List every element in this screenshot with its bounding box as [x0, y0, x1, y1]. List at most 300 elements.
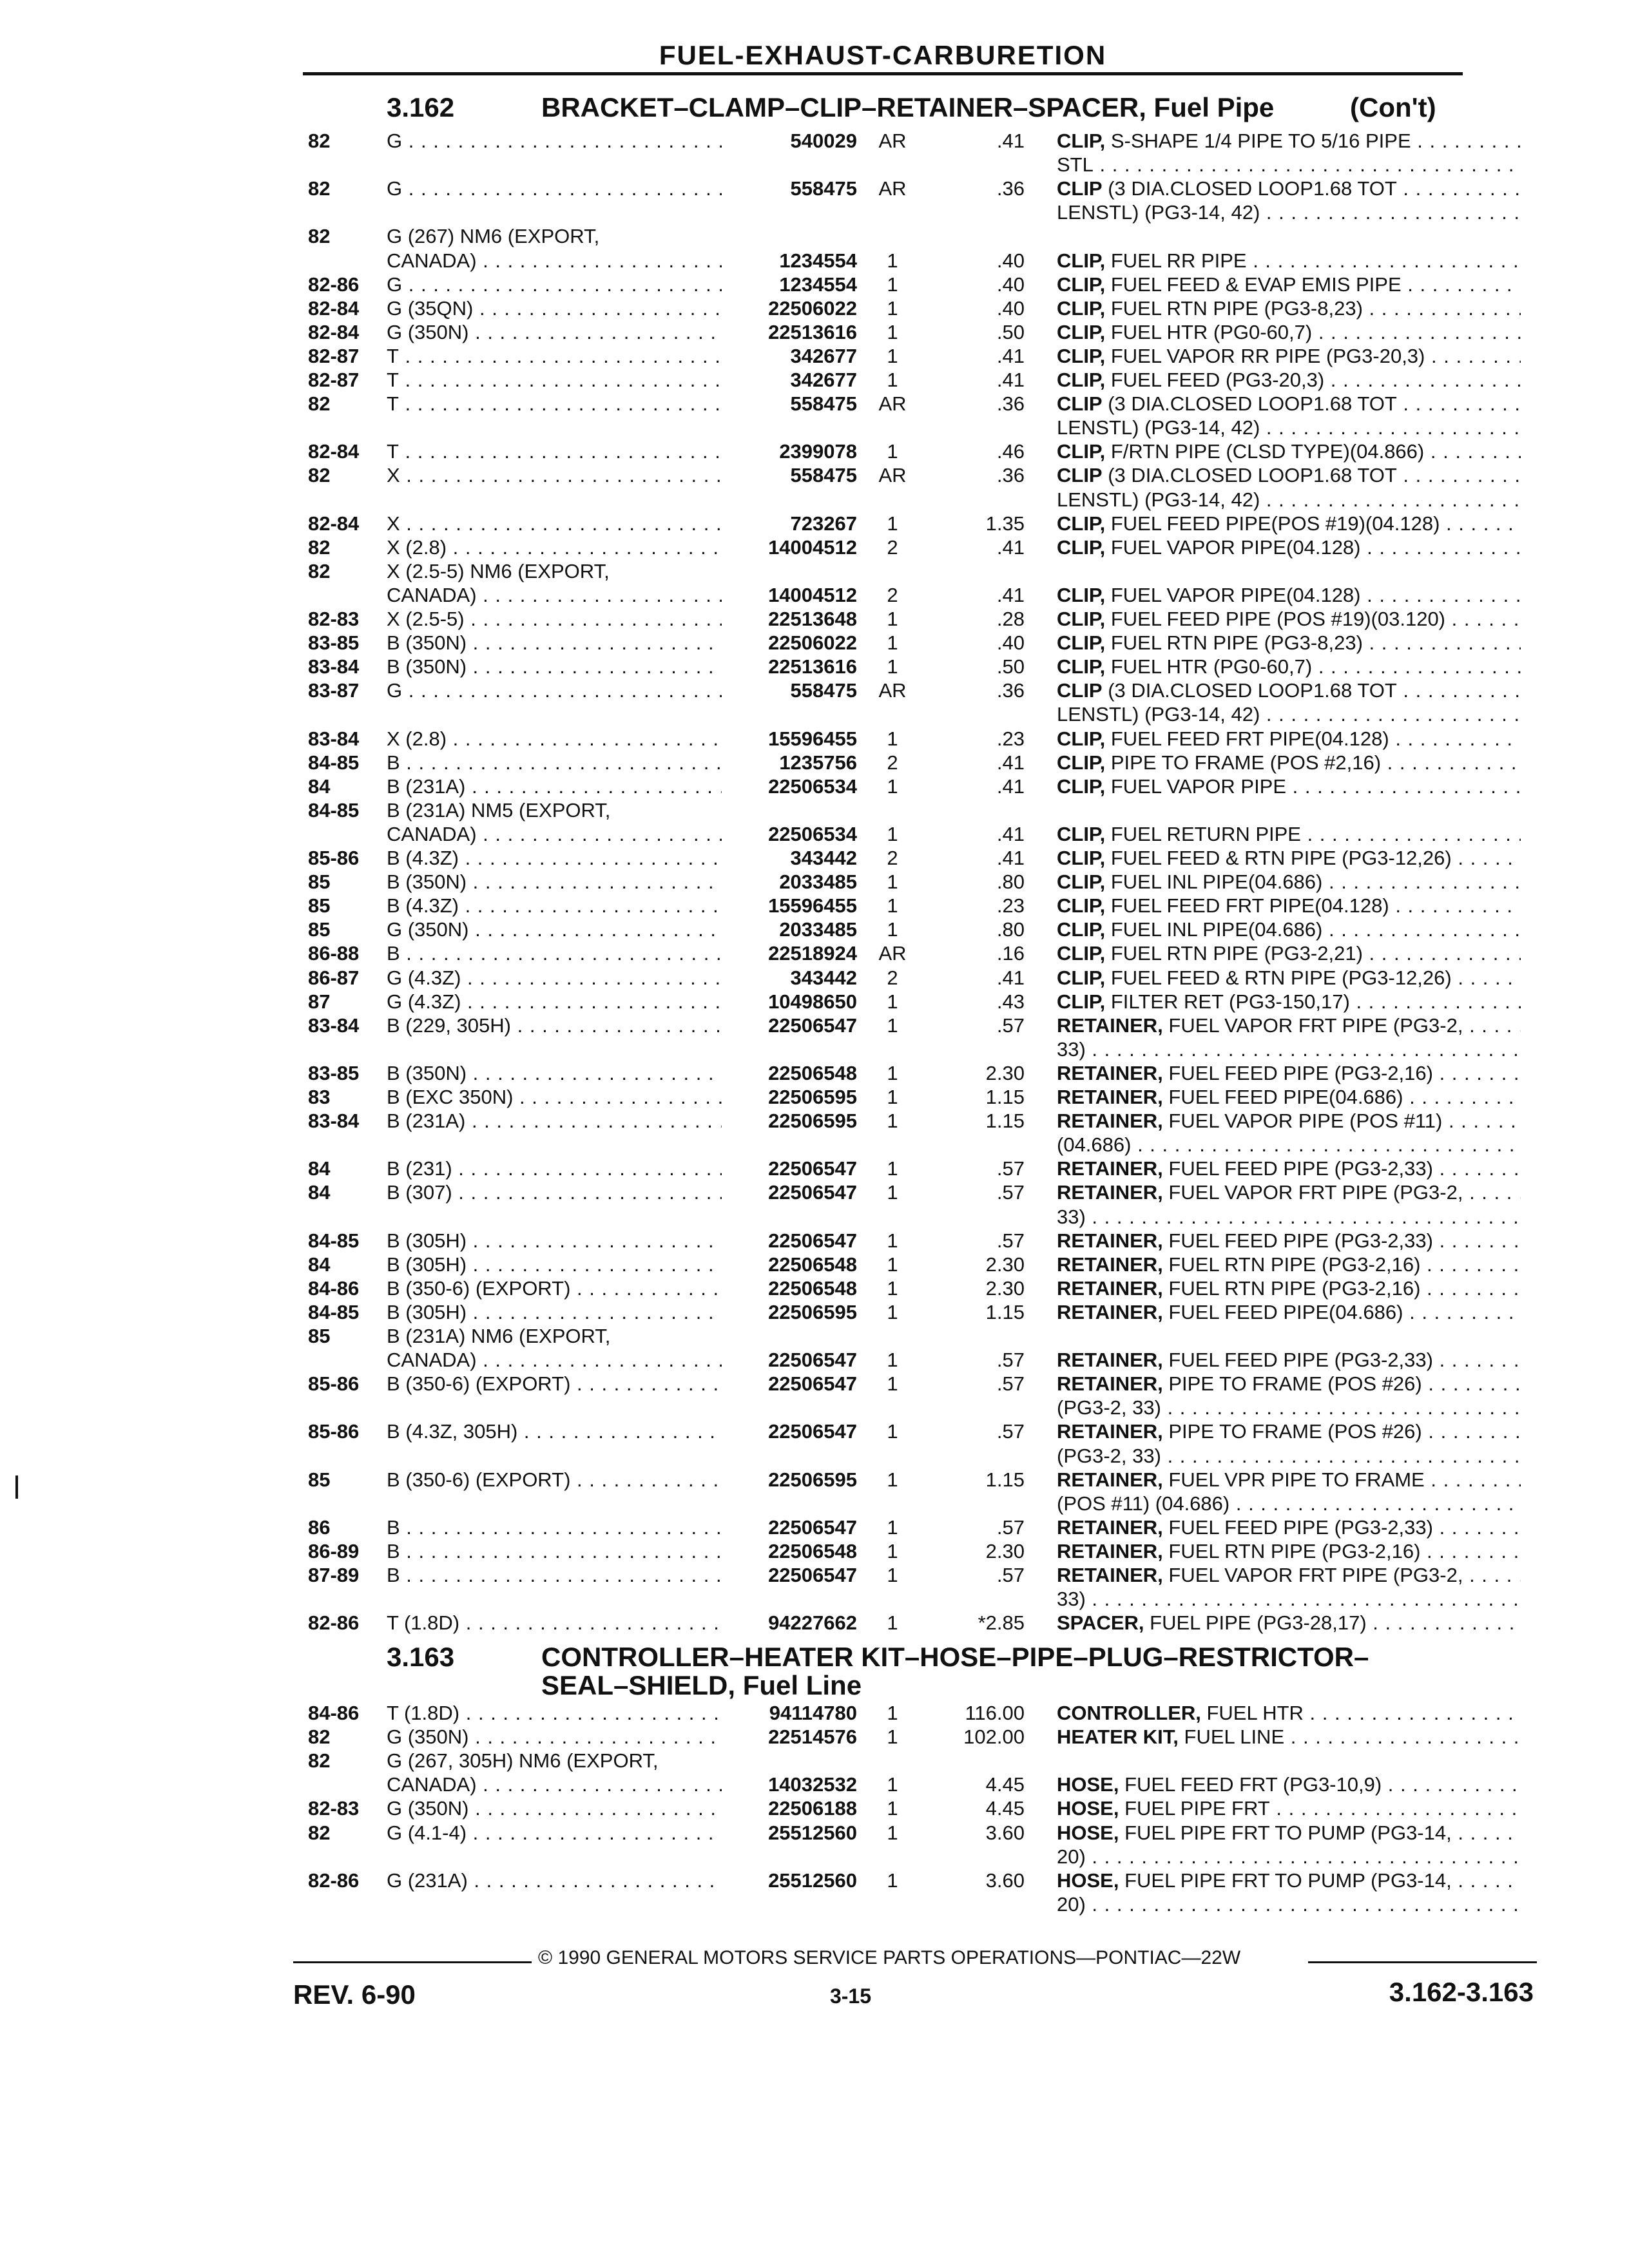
part-name: CLIP, [1057, 249, 1106, 272]
part-detail: PIPE TO FRAME (POS #26) [1162, 1420, 1422, 1443]
part-description [1057, 200, 1521, 225]
model-year: 85-86 [308, 1420, 360, 1443]
footer-revision: REV. 6-90 [293, 1979, 416, 2010]
part-detail: (POS #11) (04.686) [1057, 1492, 1230, 1515]
price: 1.35 [985, 512, 1025, 535]
part-number: 22506534 [768, 822, 857, 845]
table-row [0, 1276, 1629, 1301]
part-description [1057, 1014, 1521, 1038]
part-name: RETAINER, [1057, 1061, 1163, 1084]
part-detail: FUEL FEED PIPE(04.686) [1162, 1086, 1403, 1108]
model-description: X . . . [387, 463, 722, 488]
price: .80 [996, 918, 1025, 941]
table-row [0, 1845, 1629, 1869]
quantity: AR [878, 679, 907, 702]
table-row [0, 1014, 1629, 1038]
quantity: AR [878, 177, 907, 200]
price: .50 [996, 655, 1025, 678]
table-row [0, 249, 1629, 273]
part-detail: FUEL FEED PIPE (PG3-2,33) [1162, 1515, 1433, 1539]
part-name: CLIP, [1057, 918, 1106, 941]
quantity: 2 [887, 847, 898, 869]
part-detail: FUEL VAPOR PIPE (POS #11) [1162, 1110, 1443, 1133]
part-description [1057, 1276, 1521, 1301]
table-row [0, 153, 1629, 177]
quantity: 1 [887, 1420, 898, 1443]
part-detail: FUEL RTN PIPE (PG3-8,23) [1105, 631, 1363, 655]
part-description [1057, 1419, 1521, 1444]
part-detail: (3 DIA.CLOSED LOOP1.68 TOT [1102, 464, 1397, 487]
price: .57 [996, 1564, 1025, 1586]
quantity: 1 [887, 727, 898, 750]
model-year: 82 [308, 225, 331, 248]
model-description: B (350N) . . . [387, 870, 722, 894]
quantity: 1 [887, 440, 898, 463]
part-name: RETAINER, [1057, 1014, 1163, 1037]
quantity: 1 [887, 1564, 898, 1586]
part-number: 14032532 [768, 1773, 857, 1796]
part-description [1057, 488, 1521, 512]
part-name: RETAINER, [1057, 1372, 1163, 1396]
table-row [0, 990, 1629, 1014]
price: *2.85 [978, 1611, 1025, 1635]
part-name: RETAINER, [1057, 1276, 1163, 1300]
part-description [1057, 1796, 1521, 1821]
model-year: 82-84 [308, 512, 360, 535]
price: .50 [996, 320, 1025, 343]
quantity: 2 [887, 751, 898, 774]
part-number: 2033485 [779, 870, 857, 894]
part-name: CLIP [1057, 177, 1103, 200]
quantity: 1 [887, 990, 898, 1013]
part-detail: FUEL FEED PIPE (PG3-2,33) [1162, 1157, 1433, 1180]
table-row [0, 368, 1629, 392]
part-number: 22513616 [768, 655, 857, 678]
part-description [1057, 1348, 1521, 1372]
table-row [0, 512, 1629, 536]
part-number: 22506188 [768, 1797, 857, 1820]
part-detail: LENSTL) (PG3-14, 42) [1057, 488, 1260, 511]
part-name: CLIP, [1057, 535, 1106, 559]
table-row [0, 798, 1629, 823]
table-row [0, 918, 1629, 942]
quantity: 1 [887, 1725, 898, 1749]
part-description [1057, 1157, 1521, 1181]
model-description: T . . . [387, 344, 722, 369]
model-year: 85 [308, 918, 331, 941]
model-description: G . . . [387, 129, 722, 153]
quantity: 1 [887, 1349, 898, 1372]
part-number: 723267 [790, 512, 857, 535]
margin-mark [15, 1475, 18, 1499]
part-description [1057, 1253, 1521, 1277]
part-number: 22506547 [768, 1515, 857, 1539]
model-description: X . . . [387, 512, 722, 536]
part-detail: FUEL VAPOR FRT PIPE (PG3-2, [1162, 1014, 1463, 1037]
part-description [1057, 1037, 1521, 1062]
part-detail: FUEL FEED PIPE (PG3-2,33) [1162, 1349, 1433, 1372]
part-description [1057, 990, 1521, 1014]
model-description: B (350N) . . . [387, 655, 722, 679]
part-name: HEATER KIT, [1057, 1725, 1179, 1749]
part-description [1057, 846, 1521, 870]
part-name: SPACER, [1057, 1611, 1144, 1635]
part-detail: LENSTL) (PG3-14, 42) [1057, 416, 1260, 439]
part-number: 22506547 [768, 1181, 857, 1204]
table-row [0, 678, 1629, 703]
model-description: B (350N) . . . [387, 631, 722, 655]
price: .40 [996, 273, 1025, 296]
model-description: B (350-6) (EXPORT) . . . [387, 1276, 722, 1301]
part-detail: (3 DIA.CLOSED LOOP1.68 TOT [1102, 392, 1397, 416]
quantity: 1 [887, 918, 898, 941]
part-detail: FUEL FEED FRT (PG3-10,9) [1119, 1773, 1382, 1796]
part-number: 15596455 [768, 727, 857, 750]
part-detail: FILTER RET (PG3-150,17) [1105, 990, 1350, 1013]
model-description: G (350N) . . . [387, 1725, 722, 1749]
model-year: 84-85 [308, 751, 360, 774]
table-row [0, 1468, 1629, 1492]
price: .41 [996, 966, 1025, 989]
table-row [0, 822, 1629, 847]
model-description: B . . . [387, 1539, 722, 1564]
price: 1.15 [985, 1300, 1025, 1323]
quantity: 1 [887, 822, 898, 845]
table-row [0, 296, 1629, 321]
model-description: G . . . [387, 273, 722, 297]
table-row [0, 177, 1629, 201]
section-number: 3.163 [387, 1642, 455, 1672]
table-row [0, 1205, 1629, 1229]
part-description [1057, 1468, 1521, 1492]
quantity: 1 [887, 774, 898, 798]
model-description: B (305H) . . . [387, 1300, 722, 1325]
footer-rule-right [1308, 1961, 1537, 1963]
section-title: BRACKET–CLAMP–CLIP–RETAINER–SPACER, Fuel Pipe [541, 92, 1275, 122]
part-detail: (PG3-2, 33) [1057, 1444, 1161, 1467]
part-number: 10498650 [768, 990, 857, 1013]
table-row [0, 1061, 1629, 1086]
price: 102.00 [963, 1725, 1025, 1749]
part-name: CONTROLLER, [1057, 1702, 1201, 1724]
model-year: 82 [308, 535, 331, 559]
table-row [0, 1085, 1629, 1110]
part-detail: 33) [1057, 1588, 1086, 1611]
price: .40 [996, 249, 1025, 272]
quantity: 1 [887, 249, 898, 272]
model-year: 82 [308, 177, 331, 200]
model-description: G (267) NM6 (EXPORT, [387, 225, 600, 248]
part-detail: (3 DIA.CLOSED LOOP1.68 TOT [1102, 177, 1397, 200]
quantity: 1 [887, 1110, 898, 1133]
part-description [1057, 368, 1521, 392]
price: .57 [996, 1157, 1025, 1180]
price: .41 [996, 774, 1025, 798]
model-year: 84 [308, 1253, 331, 1276]
table-row [0, 1725, 1629, 1749]
part-number: 343442 [790, 966, 857, 989]
table-row [0, 129, 1629, 153]
part-number: 22514576 [768, 1725, 857, 1749]
price: .36 [996, 177, 1025, 200]
model-description: CANADA) . . . [387, 583, 722, 608]
table-row [0, 751, 1629, 775]
section-continued: (Con't) [1350, 92, 1436, 122]
part-detail: FUEL RTN PIPE (PG3-2,16) [1162, 1539, 1421, 1562]
part-detail: FUEL FEED FRT PIPE(04.128) [1105, 894, 1389, 918]
quantity: 1 [887, 1797, 898, 1820]
model-description: B (4.3Z) . . . [387, 894, 722, 918]
part-description [1057, 1229, 1521, 1253]
model-description: B (305H) . . . [387, 1253, 722, 1277]
model-year: 84-85 [308, 798, 360, 822]
table-row [0, 1444, 1629, 1468]
section-number: 3.162 [387, 92, 455, 122]
part-name: HOSE, [1057, 1797, 1119, 1820]
part-number: 14004512 [768, 535, 857, 559]
table-row [0, 1773, 1629, 1797]
table-row [0, 1563, 1629, 1588]
part-description [1057, 941, 1521, 966]
model-description: G (35QN) . . . [387, 296, 722, 321]
quantity: 1 [887, 1515, 898, 1539]
quantity: AR [878, 130, 907, 152]
part-number: 558475 [790, 392, 857, 416]
part-detail: FUEL RTN PIPE (PG3-8,23) [1105, 296, 1363, 320]
part-number: 558475 [790, 177, 857, 200]
table-row [0, 559, 1629, 584]
part-number: 22506548 [768, 1061, 857, 1084]
section-title-line2: SEAL–SHIELD, Fuel Line [541, 1670, 862, 1700]
quantity: 1 [887, 1014, 898, 1037]
table-row [0, 1611, 1629, 1635]
part-detail: (PG3-2, 33) [1057, 1396, 1161, 1419]
part-number: 22506534 [768, 774, 857, 798]
part-detail: FUEL VAPOR FRT PIPE (PG3-2, [1162, 1564, 1463, 1586]
model-year: 82 [308, 559, 331, 582]
price: .57 [996, 1014, 1025, 1037]
model-description: B (305H) . . . [387, 1229, 722, 1253]
price: .36 [996, 679, 1025, 702]
quantity: 1 [887, 369, 898, 391]
price: 2.30 [985, 1276, 1025, 1300]
quantity: 1 [887, 1372, 898, 1396]
model-year: 86-89 [308, 1539, 360, 1562]
table-row [0, 941, 1629, 966]
table-row [0, 224, 1629, 249]
part-detail: FUEL VAPOR PIPE [1105, 774, 1287, 798]
part-detail: FUEL FEED PIPE (PG3-2,33) [1162, 1229, 1433, 1252]
part-name: CLIP, [1057, 296, 1106, 320]
part-name: CLIP, [1057, 727, 1106, 750]
part-detail: 20) [1057, 1892, 1086, 1916]
part-name: CLIP, [1057, 608, 1106, 630]
model-description: G (4.3Z) . . . [387, 966, 722, 990]
table-row [0, 1419, 1629, 1444]
price: 116.00 [965, 1702, 1025, 1724]
price: 4.45 [985, 1797, 1025, 1820]
table-row [0, 966, 1629, 990]
quantity: 1 [887, 894, 898, 918]
price: .36 [996, 392, 1025, 416]
price: 1.15 [985, 1468, 1025, 1491]
model-year: 82-84 [308, 320, 360, 343]
part-detail: 20) [1057, 1845, 1086, 1868]
part-name: RETAINER, [1057, 1349, 1163, 1372]
part-name: RETAINER, [1057, 1181, 1163, 1204]
part-detail: FUEL PIPE (PG3-28,17) [1144, 1611, 1367, 1635]
part-description [1057, 727, 1521, 751]
part-description [1057, 1515, 1521, 1540]
model-description: B (350-6) (EXPORT) . . . [387, 1468, 722, 1492]
model-year: 84-85 [308, 1229, 360, 1252]
table-row [0, 1749, 1629, 1773]
part-description [1057, 655, 1521, 679]
part-description [1057, 870, 1521, 894]
part-name: CLIP, [1057, 130, 1106, 152]
model-year: 82-83 [308, 1797, 360, 1820]
part-name: RETAINER, [1057, 1539, 1163, 1562]
model-description: T . . . [387, 439, 722, 464]
part-name: RETAINER, [1057, 1300, 1163, 1323]
model-year: 83 [308, 1086, 331, 1108]
footer-page-number: 3-15 [829, 1984, 872, 2008]
table-row [0, 535, 1629, 560]
model-description: B . . . [387, 1563, 722, 1588]
price: .41 [996, 822, 1025, 845]
model-year: 85 [308, 870, 331, 894]
table-row [0, 416, 1629, 440]
model-year: 85 [308, 1325, 331, 1347]
model-description: B (231A) . . . [387, 774, 722, 799]
part-detail: FUEL HTR (PG0-60,7) [1105, 320, 1313, 343]
part-number: 22518924 [768, 942, 857, 965]
part-detail: STL [1057, 153, 1094, 177]
price: .41 [996, 535, 1025, 559]
part-description [1057, 320, 1521, 345]
model-year: 85-86 [308, 1372, 360, 1396]
part-number: 22506022 [768, 296, 857, 320]
part-number: 22506595 [768, 1086, 857, 1108]
price: .41 [996, 369, 1025, 391]
model-description: B . . . [387, 1515, 722, 1540]
model-year: 84-86 [308, 1276, 360, 1300]
table-row [0, 1133, 1629, 1157]
quantity: 1 [887, 1061, 898, 1084]
part-number: 2033485 [779, 918, 857, 941]
part-description [1057, 1372, 1521, 1396]
part-name: CLIP, [1057, 583, 1106, 606]
part-number: 22506022 [768, 631, 857, 655]
part-description [1057, 822, 1521, 847]
part-description [1057, 1869, 1521, 1893]
model-description: CANADA) . . . [387, 1773, 722, 1797]
model-description: G (350N) . . . [387, 918, 722, 942]
part-number: 94114780 [769, 1702, 857, 1724]
table-row [0, 583, 1629, 608]
table-row [0, 488, 1629, 512]
part-name: CLIP, [1057, 631, 1106, 655]
part-name: RETAINER, [1057, 1110, 1163, 1133]
part-name: RETAINER, [1057, 1253, 1163, 1276]
quantity: 1 [887, 1702, 898, 1724]
part-number: 22506595 [768, 1468, 857, 1491]
model-description: B (4.3Z, 305H) . . . [387, 1419, 722, 1444]
price: 2.30 [985, 1253, 1025, 1276]
table-row [0, 702, 1629, 727]
part-name: RETAINER, [1057, 1229, 1163, 1252]
table-row [0, 1515, 1629, 1540]
footer-rule-left [293, 1961, 532, 1963]
part-number: 22506548 [768, 1276, 857, 1300]
part-detail: (3 DIA.CLOSED LOOP1.68 TOT [1102, 679, 1397, 702]
part-description [1057, 535, 1521, 560]
part-detail: PIPE TO FRAME (POS #2,16) [1105, 751, 1382, 774]
model-description: G (350N) . . . [387, 320, 722, 345]
price: .28 [996, 608, 1025, 630]
part-number: 22506548 [768, 1539, 857, 1562]
part-description [1057, 249, 1521, 273]
part-name: CLIP, [1057, 655, 1106, 678]
quantity: 1 [887, 1229, 898, 1252]
model-description: B (EXC 350N) . . . [387, 1085, 722, 1110]
table-row [0, 607, 1629, 631]
price: .16 [996, 942, 1025, 965]
part-number: 558475 [790, 464, 857, 487]
part-detail: FUEL FEED FRT PIPE(04.128) [1105, 727, 1389, 750]
price: 3.60 [985, 1821, 1025, 1844]
model-description: B (229, 305H) . . . [387, 1014, 722, 1038]
part-number: 342677 [790, 369, 857, 391]
quantity: 1 [887, 296, 898, 320]
model-year: 82 [308, 1749, 331, 1773]
table-row [0, 655, 1629, 679]
part-description [1057, 1396, 1521, 1420]
part-description [1057, 1085, 1521, 1110]
part-detail: FUEL FEED PIPE (PG3-2,16) [1162, 1061, 1433, 1084]
price: .57 [996, 1229, 1025, 1252]
part-name: RETAINER, [1057, 1420, 1163, 1443]
quantity: 1 [887, 344, 898, 367]
part-detail: FUEL FEED PIPE(POS #19)(04.128) [1105, 512, 1440, 535]
part-description [1057, 702, 1521, 727]
part-detail: FUEL VAPOR PIPE(04.128) [1105, 535, 1361, 559]
table-row [0, 846, 1629, 870]
part-number: 1235756 [779, 751, 857, 774]
model-year: 85 [308, 1468, 331, 1491]
part-name: CLIP, [1057, 942, 1106, 965]
table-row [0, 727, 1629, 751]
quantity: 1 [887, 273, 898, 296]
part-name: CLIP [1057, 679, 1103, 702]
model-description: T (1.8D) . . . [387, 1611, 722, 1635]
part-number: 2399078 [779, 440, 857, 463]
part-number: 22506547 [768, 1014, 857, 1037]
model-year: 83-85 [308, 631, 360, 655]
model-description: X (2.5-5) NM6 (EXPORT, [387, 559, 610, 582]
model-year: 84-85 [308, 1300, 360, 1323]
part-description [1057, 392, 1521, 416]
table-row [0, 344, 1629, 369]
part-description [1057, 894, 1521, 918]
part-detail: FUEL FEED PIPE (POS #19)(03.120) [1105, 608, 1446, 630]
part-number: 22513648 [768, 608, 857, 630]
model-year: 82-84 [308, 296, 360, 320]
model-year: 83-84 [308, 727, 360, 750]
part-name: RETAINER, [1057, 1515, 1163, 1539]
part-description [1057, 583, 1521, 608]
model-year: 85-86 [308, 847, 360, 869]
